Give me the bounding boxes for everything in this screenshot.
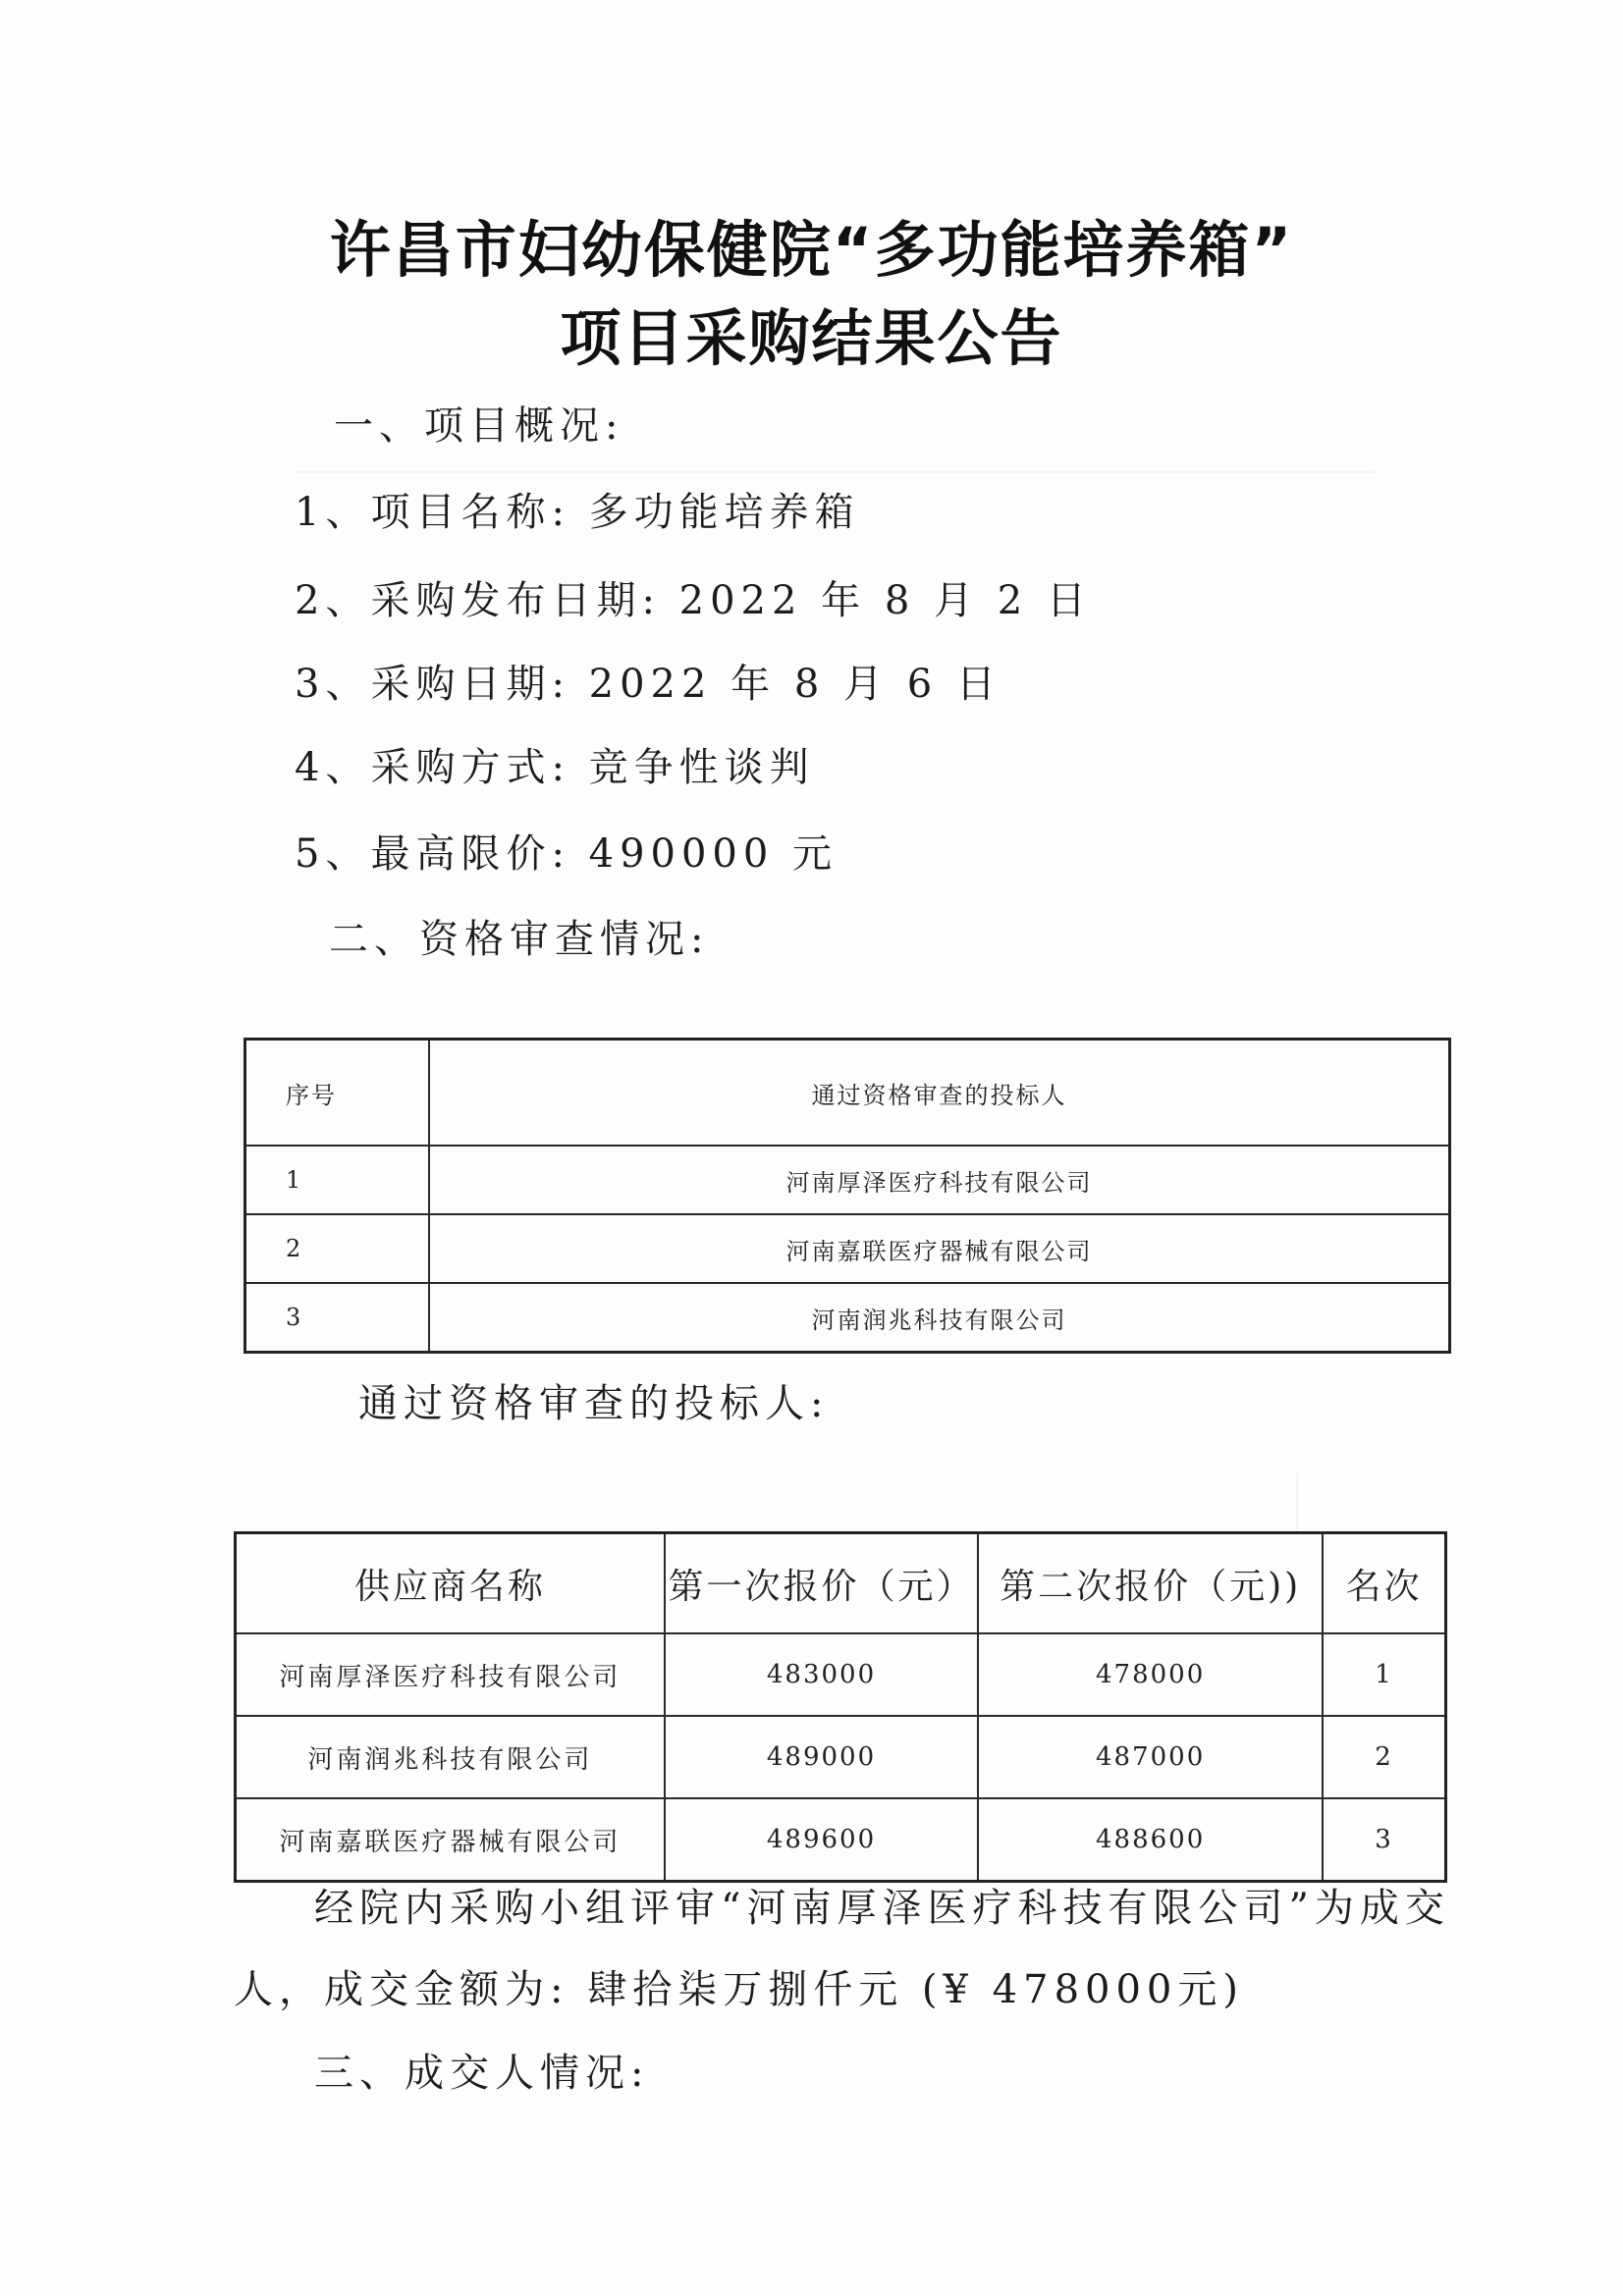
scan-artifact <box>295 471 1375 473</box>
rank: 2 <box>1323 1716 1445 1798</box>
table-row <box>236 1798 1446 1882</box>
result-line1: 经院内采购小组评审“河南厚泽医疗科技有限公司”为成交 <box>314 1886 1450 1931</box>
header-second-quote: 第二次报价（元)) <box>978 1533 1323 1634</box>
max-price-item: 5、最高限价: 490000 元 <box>295 831 839 877</box>
header-supplier-name: 供应商名称 <box>236 1533 665 1634</box>
price-ranking-table <box>234 1531 1447 1883</box>
project-name-item: 1、项目名称: 多功能培养箱 <box>295 490 860 535</box>
table-header-row <box>245 1040 1450 1147</box>
second-quote: 488600 <box>978 1798 1323 1882</box>
row-seq: 2 <box>245 1214 430 1283</box>
first-quote: 489000 <box>665 1716 978 1798</box>
procurement-date-item: 3、采购日期: 2022 年 8 月 6 日 <box>295 662 1001 707</box>
qualified-bidders-subheading: 通过资格审查的投标人: <box>358 1381 830 1426</box>
table-row <box>236 1716 1446 1798</box>
table-header-row <box>236 1533 1446 1634</box>
rank: 3 <box>1323 1798 1445 1882</box>
section2-heading: 二、资格审查情况: <box>329 917 710 962</box>
first-quote: 483000 <box>665 1633 978 1716</box>
qualified-bidders-table <box>243 1038 1451 1354</box>
row-seq: 3 <box>245 1283 430 1353</box>
procurement-method-item: 4、采购方式: 竞争性谈判 <box>295 745 815 790</box>
supplier-name: 河南嘉联医疗器械有限公司 <box>236 1798 665 1882</box>
row-seq: 1 <box>245 1146 430 1214</box>
header-first-quote: 第一次报价（元） <box>665 1533 978 1634</box>
supplier-name: 河南润兆科技有限公司 <box>236 1716 665 1798</box>
header-qualified-bidder: 通过资格审查的投标人 <box>429 1040 1450 1147</box>
table-row <box>245 1214 1450 1283</box>
document-title-line1: 许昌市妇幼保健院“多功能培养箱” <box>329 214 1294 286</box>
table-row <box>236 1633 1446 1716</box>
supplier-name: 河南厚泽医疗科技有限公司 <box>236 1633 665 1716</box>
table-row <box>245 1146 1450 1214</box>
row-bidder-name: 河南润兆科技有限公司 <box>429 1283 1450 1353</box>
table-row <box>245 1283 1450 1353</box>
header-rank: 名次 <box>1323 1533 1445 1634</box>
publish-date-item: 2、采购发布日期: 2022 年 8 月 2 日 <box>295 578 1092 623</box>
rank: 1 <box>1323 1633 1445 1716</box>
row-bidder-name: 河南厚泽医疗科技有限公司 <box>429 1146 1450 1214</box>
second-quote: 487000 <box>978 1716 1323 1798</box>
section3-heading: 三、成交人情况: <box>314 2051 650 2096</box>
scan-artifact <box>1296 1472 1298 1531</box>
second-quote: 478000 <box>978 1633 1323 1716</box>
header-seq: 序号 <box>245 1040 430 1147</box>
result-line2: 人，成交金额为: 肆拾柒万捌仟元 (¥ 478000元) <box>234 1967 1244 2012</box>
section1-heading: 一、项目概况: <box>334 403 624 449</box>
row-bidder-name: 河南嘉联医疗器械有限公司 <box>429 1214 1450 1283</box>
document-title-line2: 项目采购结果公告 <box>560 302 1063 374</box>
first-quote: 489600 <box>665 1798 978 1882</box>
